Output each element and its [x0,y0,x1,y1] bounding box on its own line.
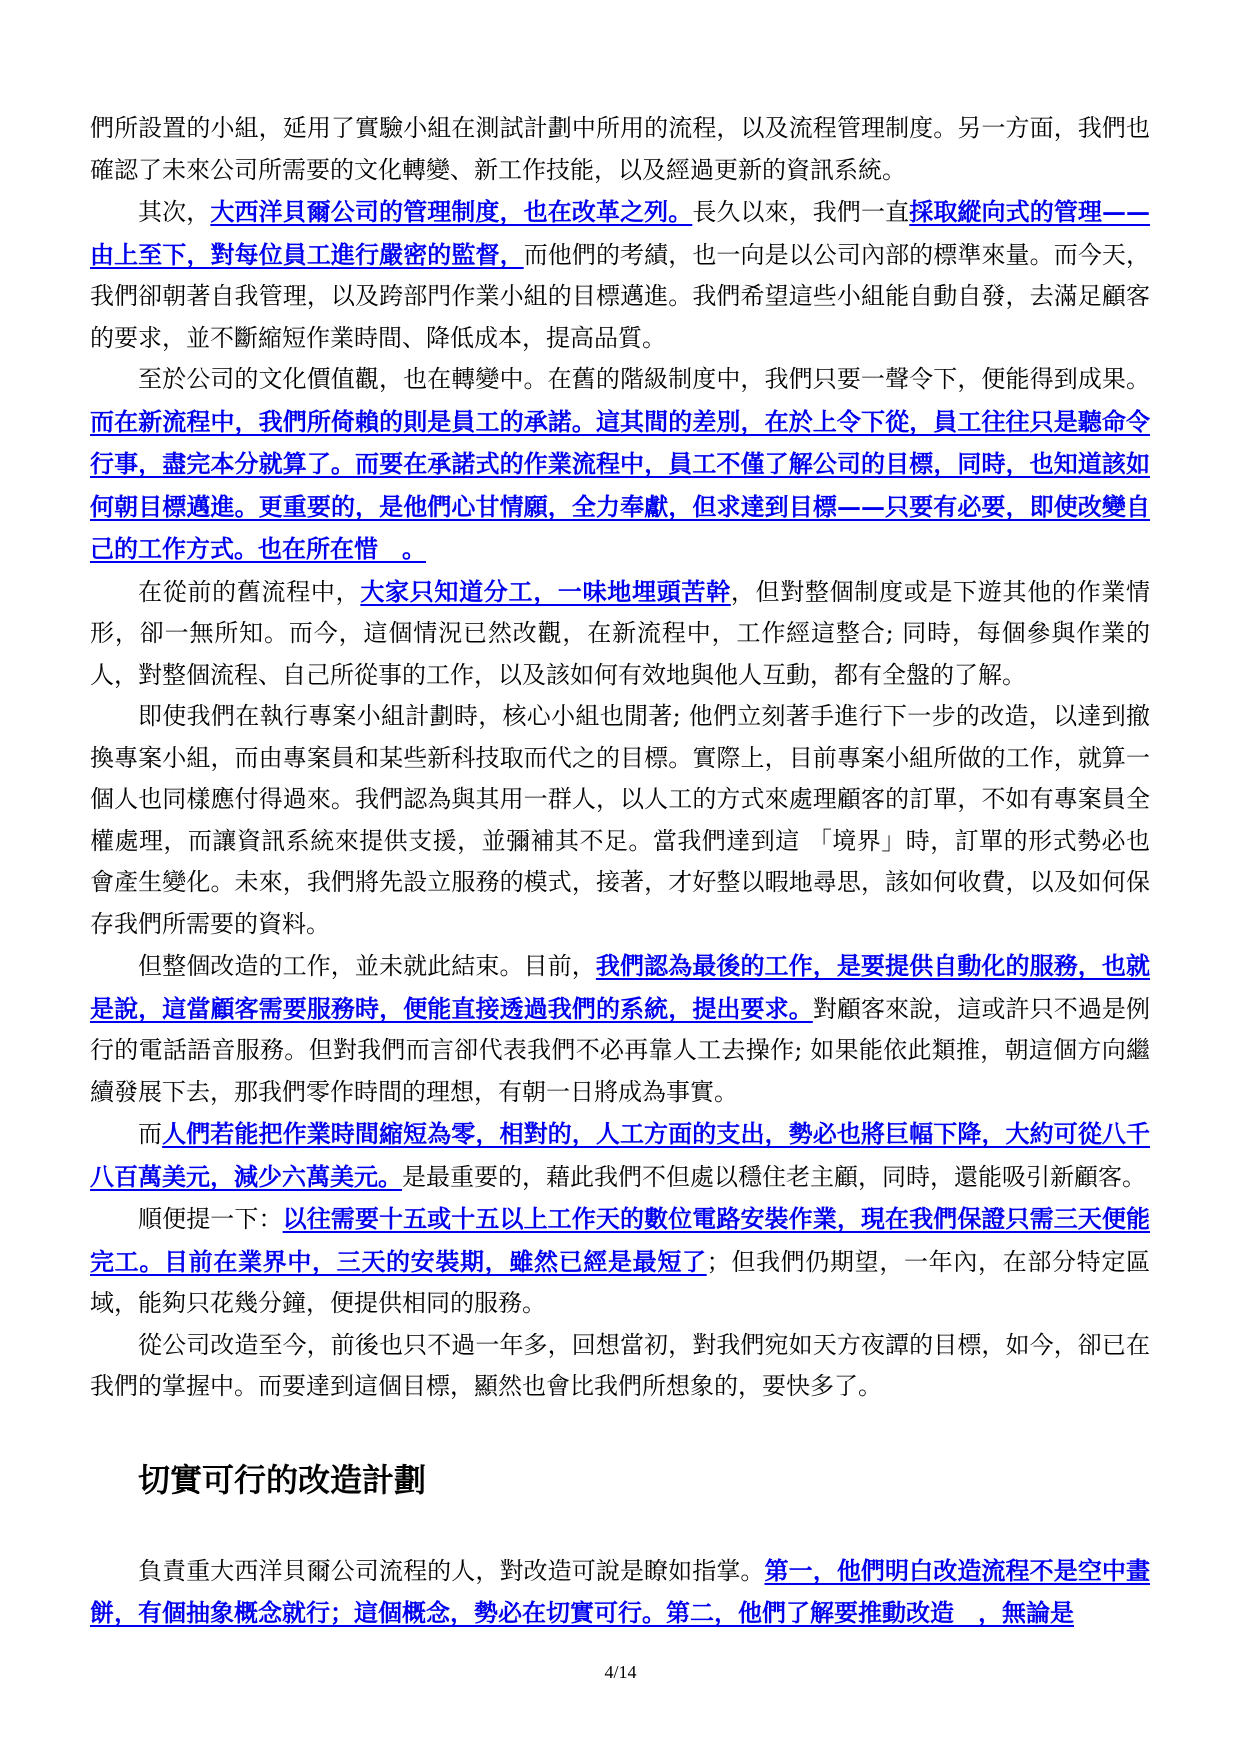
paragraph-10-text: 負責重大西洋貝爾公司流程的人，對改造可說是瞭如指掌。 [138,1556,765,1585]
paragraph-7 [90,1113,1150,1198]
paragraph-9-text: 從公司改造至今，前後也只不過一年多，回想當初，對我們宛如天方夜譚的目標，如今，卻已在我們的掌握中。而要達到這個目標，顯然也會比我們所想象的，要快多了。 [90,1330,1150,1400]
paragraph-8-text-b: ；但我們仍期望，一年內，在部分特定區域，能夠只花幾分鐘，便提供相同的服務。 [90,1247,1151,1317]
paragraph-8 [90,1198,1150,1325]
paragraph-2 [90,191,1150,359]
paragraph-4 [90,571,1150,697]
paragraph-6-text-a: 但整個改造的工作，並未就此結束。目前， [138,952,596,980]
paragraph-7-hyperlink[interactable]: 人們若能把作業時間縮短為零，相對的，人工方面的支出，勢必也將巨幅下降，大約可從八千八百萬美元，減少六萬美元。 [90,1119,1151,1191]
paragraph-5-text: 即使我們在執行專案小組計劃時，核心小組也閒著; 他們立刻著手進行下一步的改造，以達到撤換專案小組，而由專案員和某些新科技取而代之的目標。實際上，目前專案小組所做的工作，就算一個人也同樣應付得過來。我們認為與其用一群人，以人工的方式來處理顧客的訂單，不如有專案員全權處理，而讓資訊系統來提供支援，並彌補其不足。當我們達到這 「境界」時，訂單的形式勢必也會產生變化。未來，我們將先設立服務的模式，接著，才好整以暇地尋思，該如何收費，以及如何保存我們所需要的資料。 [90,702,1150,938]
paragraph-6-text-b: 對顧客來說，這或許只不過是例行的電話語音服務。但對我們而言卻代表我們不必再靠人工去操作; 如果能依此類推，朝這個方向繼續發展下去，那我們零作時間的理想，有朝一日將成為事實。 [90,994,1151,1106]
paragraph-3-text: 至於公司的文化價值觀，也在轉變中。在舊的階級制度中，我們只要一聲令下，便能得到成果。 [138,365,1150,393]
paragraph-7-text-a: 而 [138,1120,163,1148]
paragraph-2-text-b: 長久以來，我們一直 [692,198,910,226]
paragraph-7-text-b: 是最重要的，藉此我們不但處以穩住老主顧，同時，還能吸引新顧客。 [402,1162,1146,1191]
paragraph-1 [90,108,1150,191]
paragraph-2-text-c: 而他們的考績，也一向是以公司內部的標準來量。而今天，我們卻朝著自我管理，以及跨部門作業小組的目標邁進。我們希望這些小組能自動自發，去滿足顧客的要求，並不斷縮短作業時間、降低成本，提高品質。 [90,240,1151,352]
paragraph-2-hyperlink-a[interactable]: 大西洋貝爾公司的管理制度，也在改革之列。 [210,197,693,226]
section-heading: 切實可行的改造計劃 [138,1460,427,1499]
paragraph-6 [90,945,1150,1113]
paragraph-4-text-b: ，但對整個制度或是下遊其他的作業情形，卻一無所知。而今，這個情況已然改觀，在新流程中，工作經這整合; 同時，每個參與作業的人，對整個流程、自己所從事的工作，以及該如何有效地與他人互動，都有全盤的了解。 [90,577,1151,689]
paragraph-4-hyperlink[interactable]: 大家只知道分工，一味地埋頭苦幹 [360,576,731,606]
paragraph-6-hyperlink[interactable]: 我們認為最後的工作，是要提供自動化的服務，也就是說，這當顧客需要服務時，便能直接透過我們的系統，提出要求。 [90,951,1151,1023]
paragraph-8-text-a: 順便提一下： [138,1205,283,1233]
paragraph-8-hyperlink[interactable]: 以往需要十五或十五以上工作天的數位電路安裝作業，現在我們保證只需三天便能完工。目前在業界中，三天的安裝期，雖然已經是最短了 [90,1204,1151,1276]
paragraph-1-text: 們所設置的小組，延用了實驗小組在測試計劃中所用的流程，以及流程管理制度。另一方面，我們也確認了未來公司所需要的文化轉變、新工作技能，以及經過更新的資訊系統。 [90,114,1150,184]
paragraph-2-text-a: 其次， [138,198,211,226]
page-number: 4/14 [604,1662,637,1682]
paragraph-3-hyperlink[interactable]: 而在新流程中，我們所倚賴的則是員工的承諾。這其間的差別，在於上令下從，員工往往只是聽命令行事，盡完本分就算了。而要在承諾式的作業流程中，員工不僅了解公司的目標，同時，也知道該如何朝目標邁進。更重要的，是他們心甘情願，全力奉獻，但求達到目標——只要有必要，即使改變自己的工作方式。也在所在惜 。 [90,406,1150,563]
paragraph-9 [90,1325,1150,1408]
paragraph-2-hyperlink-b[interactable]: 採取縱向式的管理——由上至下，對每位員工進行嚴密的監督， [90,197,1151,269]
paragraph-4-text-a: 在從前的舊流程中， [138,577,361,606]
paragraph-10 [90,1550,1150,1635]
paragraph-3 [90,359,1150,571]
paragraph-10-hyperlink[interactable]: 第一，他們明白改造流程不是空中畫餅，有個抽象概念就行；這個概念，勢必在切實可行。第二，他們了解要推動改造 ，無論是 [90,1555,1151,1627]
paragraph-5 [90,696,1150,945]
document-body [90,108,1150,1635]
